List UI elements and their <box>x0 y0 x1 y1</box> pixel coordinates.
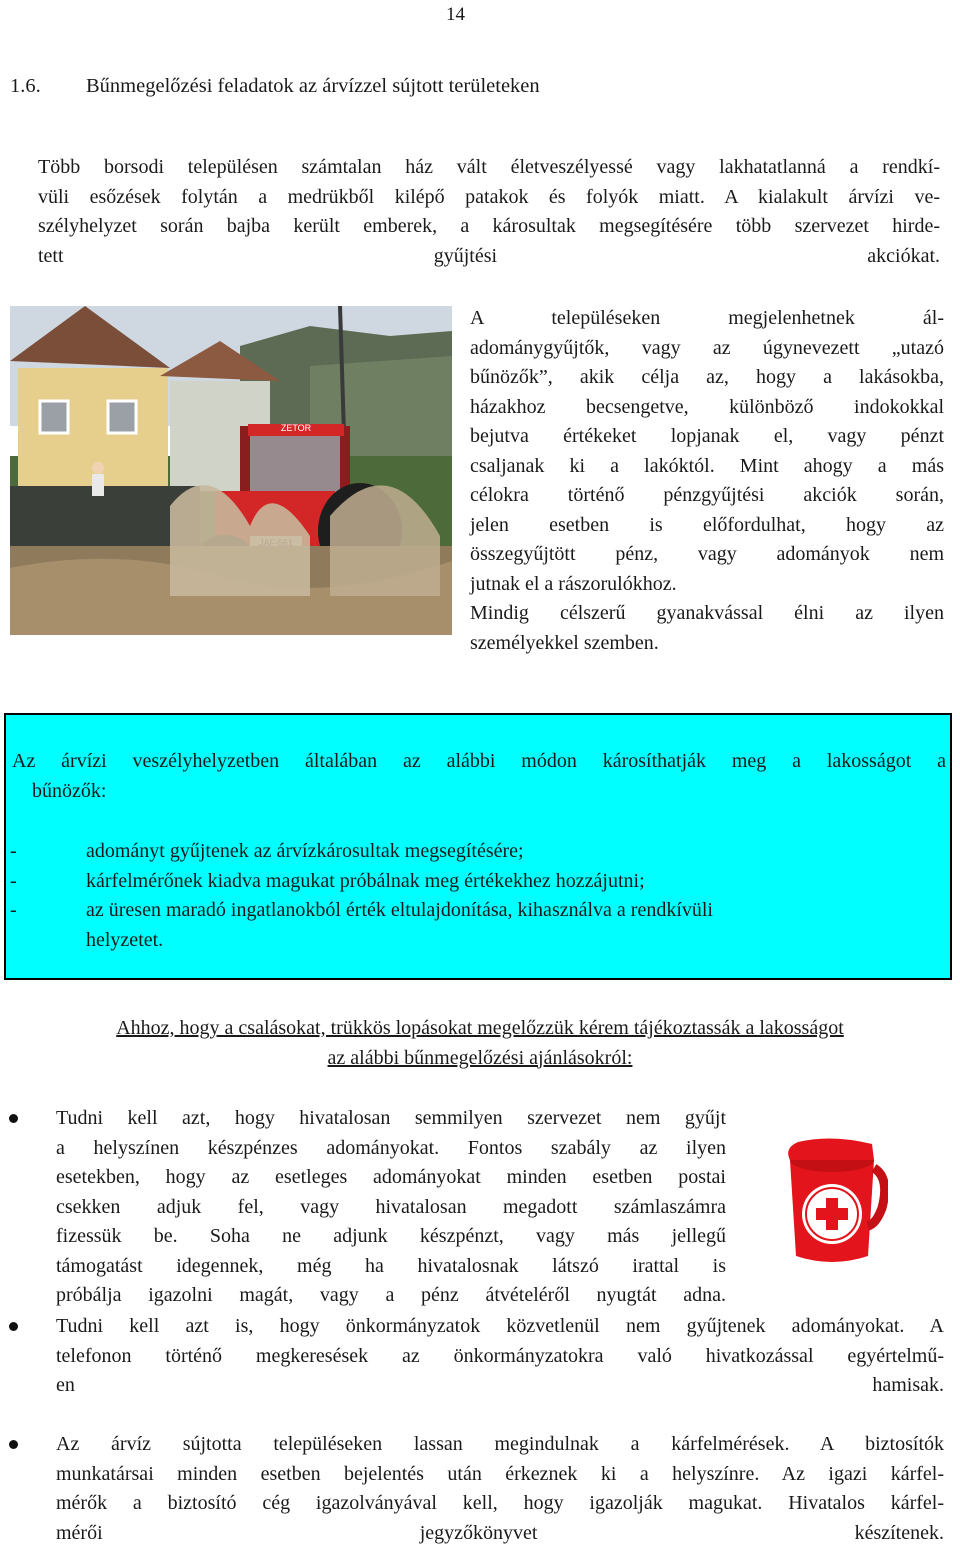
recommendation-line: fizessük be. Soha ne adjunk készpénzt, vagy más jellegű <box>56 1222 726 1252</box>
warning-lead-line: Az árvízi veszélyhelyzetben általában az alábbi módon károsíthatják meg a lakosságot a <box>12 747 946 777</box>
cta-line: Ahhoz, hogy a csalásokat, trükkös lopásokat megelőzzük kérem tájékoztassák a lakosságot <box>8 1014 952 1044</box>
dash-marker: - <box>10 896 17 926</box>
bullet-icon <box>9 1114 18 1123</box>
side-line: adománygyűjtők, vagy az úgynevezett „utazó <box>470 334 944 364</box>
bullet-icon <box>9 1322 18 1331</box>
side-line: bejutva értékeket lopjanak el, vagy pénzt <box>470 422 944 452</box>
side-line: személyekkel szemben. <box>470 629 944 659</box>
intro-paragraph <box>38 153 940 271</box>
side-line: célokra történő pénzgyűjtési akciók során, <box>470 481 944 511</box>
dash-marker: - <box>10 837 17 867</box>
recommendation-line: telefonon történő megkeresések az önkormányzatokra való hivatkozással egyértelmű- <box>56 1342 944 1372</box>
warning-item-text: az üresen maradó ingatlanokból érték eltulajdonítása, kihasználva a rendkívüli <box>86 896 936 926</box>
recommendation-line: Tudni kell azt is, hogy önkormányzatok közvetlenül nem gyűjtenek adományokat. A <box>56 1312 944 1342</box>
side-line: csaljanak ki a lakóktól. Mint ahogy a más <box>470 452 944 482</box>
side-line: Mindig célszerű gyanakvással élni az ilyen <box>470 599 944 629</box>
page-number: 14 <box>446 0 465 30</box>
warning-item-text: adományt gyűjtenek az árvízkárosultak megsegítésére; <box>86 837 936 867</box>
cta-line: az alábbi bűnmegelőzési ajánlásokról: <box>8 1044 952 1074</box>
warning-item-text: helyzetet. <box>86 926 936 956</box>
recommendation-item <box>56 1104 726 1311</box>
recommendation-line: munkatársai minden esetben bejelentés után érkeznek ki a helyszínre. Az igazi kárfel- <box>56 1460 944 1490</box>
recommendation-line: Tudni kell azt, hogy hivatalosan semmilyen szervezet nem gyűjt <box>56 1104 726 1134</box>
side-line: A településeken megjelenhetnek ál- <box>470 304 944 334</box>
recommendation-line: mérői jegyzőkönyvet készítenek. <box>56 1519 944 1548</box>
fake-collectors-paragraph <box>470 304 944 658</box>
intro-line: tett gyűjtési akciókat. <box>38 242 940 272</box>
flood-tractor-photo <box>10 306 452 635</box>
tractor-brand: ZETOR <box>281 423 312 433</box>
recommendations-intro <box>8 1014 952 1073</box>
section-number: 1.6. <box>10 72 86 102</box>
warning-list <box>6 837 936 955</box>
side-line: házakhoz becsengetve, különböző indokokkal <box>470 393 944 423</box>
warning-lead <box>12 747 946 806</box>
warning-box <box>4 713 952 980</box>
dash-marker: - <box>10 867 17 897</box>
recommendation-item <box>56 1312 944 1401</box>
warning-item <box>6 837 936 867</box>
side-line: jutnak el a rászorulókhoz. <box>470 570 944 600</box>
red-cross-donation-bucket-icon <box>776 1138 888 1268</box>
warning-item-text: kárfelmérőnek kiadva magukat próbálnak meg értékekhez hozzájutni; <box>86 867 936 897</box>
recommendation-line: csekken adjuk fel, vagy hivatalosan megadott számlaszámra <box>56 1193 726 1223</box>
recommendation-line: en hamisak. <box>56 1371 944 1401</box>
recommendation-item <box>56 1430 944 1548</box>
side-line: bűnözők”, akik célja az, hogy a lakásokba, <box>470 363 944 393</box>
recommendation-line: próbálja igazolni magát, vagy a pénz átvételéről nyugtát adna. <box>56 1281 726 1311</box>
warning-item <box>6 896 936 955</box>
recommendation-line: támogatást idegennek, még ha hivatalosnak látszó irattal is <box>56 1252 726 1282</box>
section-title: Bűnmegelőzési feladatok az árvízzel sújtott területeken <box>86 75 540 97</box>
intro-line: Több borsodi településen számtalan ház vált életveszélyessé vagy lakhatatlanná a rendkí- <box>38 153 940 183</box>
side-line: jelen esetben is előfordulhat, hogy az <box>470 511 944 541</box>
bullet-icon <box>9 1440 18 1449</box>
recommendation-line: esetekben, hogy az esetleges adományokat minden esetben postai <box>56 1163 726 1193</box>
section-heading <box>10 72 540 102</box>
intro-line: szélyhelyzet során bajba került emberek, a károsultak megsegítésére több szervezet hirde- <box>38 212 940 242</box>
recommendation-line: Az árvíz sújtotta településeken lassan megindulnak a kárfelmérések. A biztosítók <box>56 1430 944 1460</box>
recommendation-line: a helyszínen készpénzes adományokat. Fontos szabály az ilyen <box>56 1134 726 1164</box>
warning-item <box>6 867 936 897</box>
side-line: összegyűjtött pénz, vagy adományok nem <box>470 540 944 570</box>
recommendation-line: mérők a biztosító cég igazolványával kell, hogy igazolják magukat. Hivatalos kárfel- <box>56 1489 944 1519</box>
intro-line: vüli esőzések folytán a medrükből kilépő patakok és folyók miatt. A kialakult árvízi ve- <box>38 183 940 213</box>
warning-lead-line: bűnözők: <box>12 777 946 807</box>
